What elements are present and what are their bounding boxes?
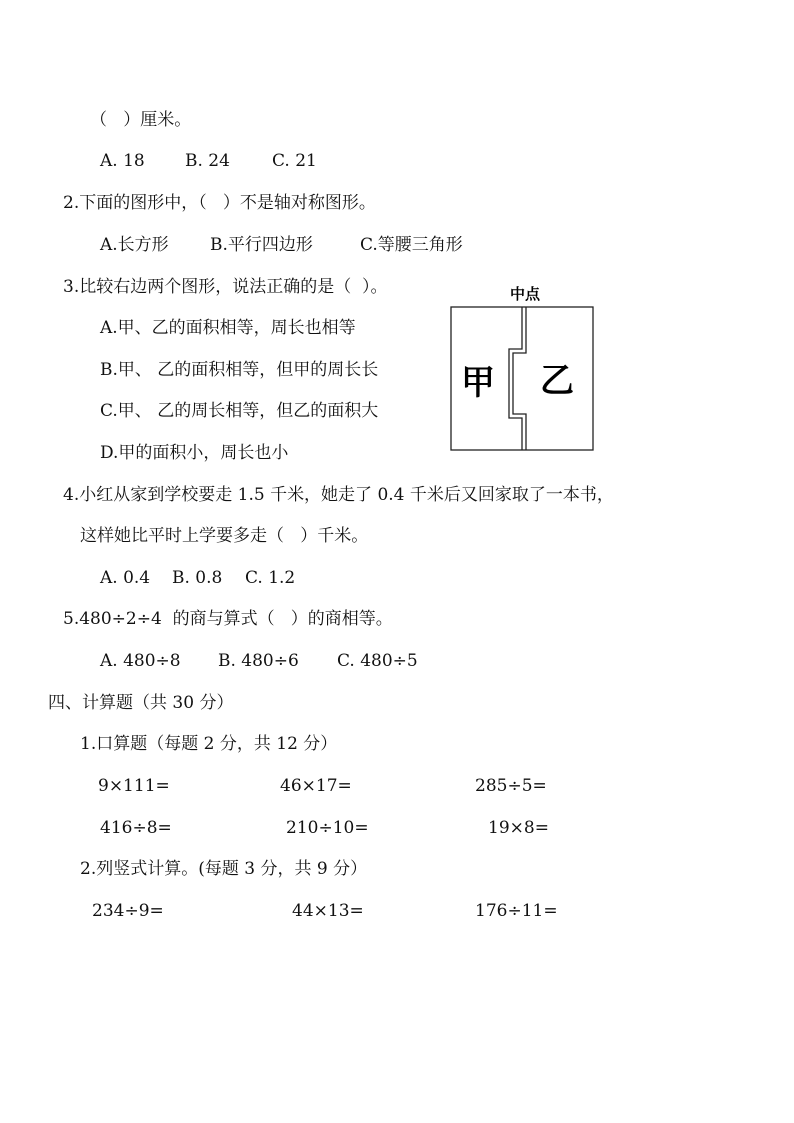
q5-option-c: C. 480÷5: [337, 651, 418, 671]
q3-option-a: A.甲、乙的面积相等，周长也相等: [100, 318, 356, 338]
q4-option-b: B. 0.8: [172, 568, 223, 588]
calc-2-3: 19×8=: [488, 818, 549, 838]
q4-text-line2: 这样她比平时上学要多走（ ）千米。: [80, 526, 369, 546]
calc-3-2: 44×13=: [292, 901, 364, 921]
q3-figure-svg: [448, 282, 598, 454]
calc-1-3: 285÷5=: [475, 776, 547, 796]
calc-1-1: 9×111=: [98, 776, 170, 796]
figure-yi-label: 乙: [540, 361, 574, 401]
q3-option-c: C.甲、 乙的周长相等，但乙的面积大: [100, 401, 379, 421]
q3-text: 3.比较右边两个图形，说法正确的是（ ）。: [63, 277, 388, 297]
q1-tail-text: （ ）厘米。: [90, 110, 192, 130]
q3-figure: [448, 282, 598, 454]
calc-2-2: 210÷10=: [286, 818, 369, 838]
q2-option-b: B.平行四边形: [210, 235, 313, 255]
calc-3-1: 234÷9=: [92, 901, 164, 921]
q1-option-c: C. 21: [272, 151, 317, 171]
q4-option-a: A. 0.4: [100, 568, 151, 588]
q2-text: 2.下面的图形中，（ ）不是轴对称图形。: [63, 193, 376, 213]
q5-text: 5.480÷2÷4 的商与算式（ ）的商相等。: [63, 609, 393, 629]
calc-1-2: 46×17=: [280, 776, 352, 796]
figure-divider-line: [509, 307, 522, 450]
q3-option-d: D.甲的面积小，周长也小: [100, 443, 289, 463]
q1-option-b: B. 24: [185, 151, 230, 171]
q2-option-a: A.长方形: [100, 235, 169, 255]
q4-option-c: C. 1.2: [245, 568, 296, 588]
calc-3-3: 176÷11=: [475, 901, 558, 921]
figure-divider-line-2: [513, 307, 526, 450]
calc-2-1: 416÷8=: [100, 818, 172, 838]
section4-title: 四、计算题（共 30 分）: [48, 693, 234, 713]
figure-midpoint-label: 中点: [509, 285, 541, 303]
q4-text-line1: 4.小红从家到学校要走 1.5 千米，她走了 0.4 千米后又回家取了一本书，: [63, 485, 614, 505]
q5-option-b: B. 480÷6: [218, 651, 299, 671]
q5-option-a: A. 480÷8: [100, 651, 181, 671]
section4-part2-title: 2.列竖式计算。(每题 3 分，共 9 分）: [80, 859, 368, 879]
q1-option-a: A. 18: [100, 151, 145, 171]
section4-part1-title: 1.口算题（每题 2 分，共 12 分）: [80, 734, 338, 754]
q3-option-b: B.甲、 乙的面积相等，但甲的周长长: [100, 360, 379, 380]
q2-option-c: C.等腰三角形: [360, 235, 463, 255]
figure-jia-label: 甲: [461, 363, 495, 403]
